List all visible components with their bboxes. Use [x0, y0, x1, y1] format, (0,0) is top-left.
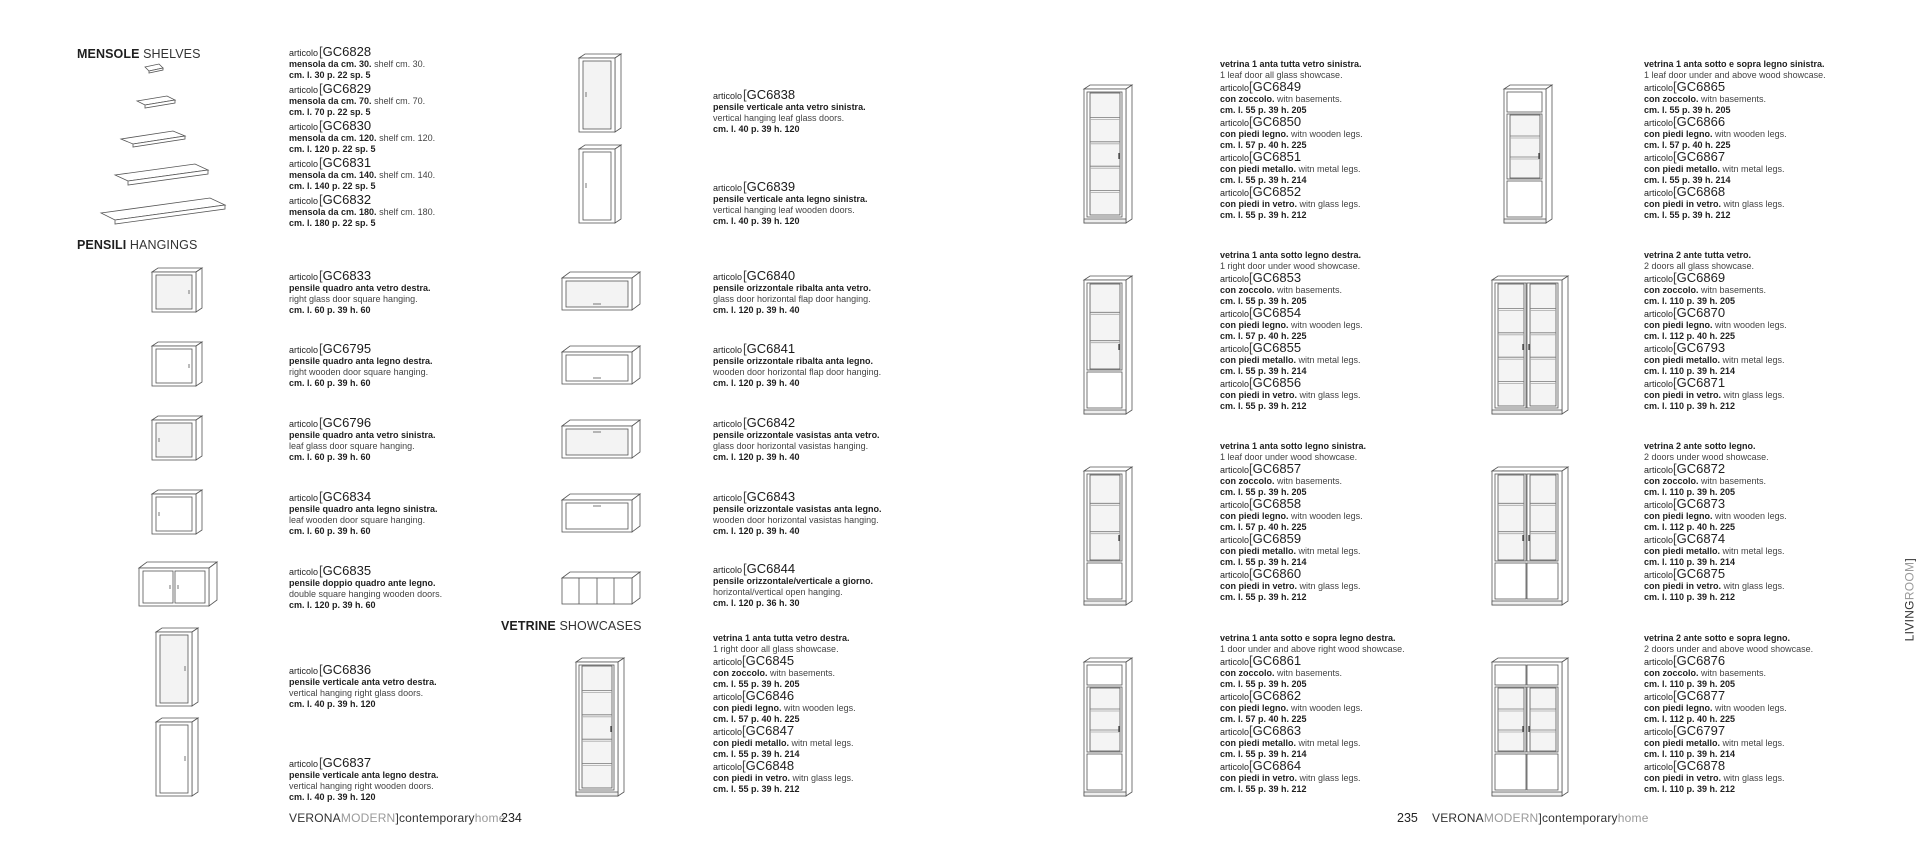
shelves-drawing	[95, 60, 235, 230]
showcase-block: vetrina 1 anta sotto legno destra. 1 right door under wood showcase. articolo[GC6853 con zoccolo. witn basements. cm. l. 55 p. 39 h. 205 articolo[GC6854 con piedi legno. witn wooden legs. cm. l. 57 p. 40 h. 225 articolo[GC6855 con piedi metallo. witn metal legs. cm. l. 55 p. 39 h. 214 articolo[GC6856 con piedi in vetro. witn glass legs. cm. l. 55 p. 39 h. 212	[1220, 250, 1363, 411]
vertical-hanging-drawing	[575, 143, 625, 227]
shelf-item: articolo[GC6831 mensola da cm. 140. shelf cm. 140. cm. l. 140 p. 22 sp. 5	[289, 155, 436, 191]
footer-brand-right: VERONAMODERN]contemporaryhome	[1432, 811, 1649, 825]
footer-brand-left: VERONAMODERN]contemporaryhome	[289, 811, 506, 825]
square-hanging-drawing	[148, 488, 204, 538]
hanging-item: articolo[GC6838 pensile verticale anta vetro sinistra. vertical hanging leaf glass doors. cm. l. 40 p. 39 h. 120	[713, 87, 866, 134]
side-section-label: LIVINGROOM]	[1902, 558, 1916, 642]
showcase-block: vetrina 1 anta tutta vetro sinistra. 1 leaf door all glass showcase. articolo[GC6849 con zoccolo. witn basements. cm. l. 55 p. 39 h. 205 articolo[GC6850 con piedi legno. witn wooden legs. cm. l. 57 p. 40 h. 225 articolo[GC6851 con piedi metallo. witn metal legs. cm. l. 55 p. 39 h. 214 articolo[GC6852 con piedi in vetro. witn glass legs. cm. l. 55 p. 39 h. 212	[1220, 59, 1363, 220]
section-title-shelves: MENSOLE SHELVES	[77, 47, 201, 61]
showcase-single-drawing	[1080, 656, 1136, 802]
horizontal-hanging-drawing	[558, 492, 642, 538]
showcase-block: vetrina 2 ante sotto legno. 2 doors under wood showcase. articolo[GC6872 con zoccolo. witn basements. cm. l. 110 p. 39 h. 205 articolo[GC6873 con piedi legno. witn wooden legs. cm. l. 112 p. 40 h. 225 articolo[GC6874 con piedi metallo. witn metal legs. cm. l. 110 p. 39 h. 214 articolo[GC6875 con piedi in vetro. witn glass legs. cm. l. 110 p. 39 h. 212	[1644, 441, 1787, 602]
showcase-single-drawing	[1080, 83, 1136, 229]
showcase-single-drawing	[1080, 274, 1136, 420]
hanging-item: articolo[GC6841 pensile orizzontale ribalta anta legno. wooden door horizontal flap door hanging. cm. l. 120 p. 39 h. 40	[713, 341, 882, 388]
hanging-item: articolo[GC6837 pensile verticale anta legno destra. vertical hanging right wooden doors. cm. l. 40 p. 39 h. 120	[289, 755, 439, 802]
showcase-double-drawing	[1488, 274, 1574, 420]
hanging-item: articolo[GC6796 pensile quadro anta vetro sinistra. leaf glass door square hanging. cm. l. 60 p. 39 h. 60	[289, 415, 436, 462]
hanging-item: articolo[GC6839 pensile verticale anta legno sinistra. vertical hanging leaf wooden doors. cm. l. 40 p. 39 h. 120	[713, 179, 868, 226]
hanging-item: articolo[GC6836 pensile verticale anta vetro destra. vertical hanging right glass doors. cm. l. 40 p. 39 h. 120	[289, 662, 437, 709]
showcase-single-drawing	[572, 656, 628, 802]
square-hanging-drawing	[148, 340, 204, 390]
hanging-item: articolo[GC6835 pensile doppio quadro ante legno. double square hanging wooden doors. cm. l. 120 p. 39 h. 60	[289, 563, 443, 610]
double-hanging-drawing	[135, 560, 220, 612]
hanging-item: articolo[GC6842 pensile orizzontale vasistas anta vetro. glass door horizontal vasistas hanging. cm. l. 120 p. 39 h. 40	[713, 415, 880, 462]
shelf-item: articolo[GC6828 mensola da cm. 30. shelf cm. 30. cm. l. 30 p. 22 sp. 5	[289, 44, 426, 80]
showcase-block: vetrina 1 anta tutta vetro destra. 1 right door all glass showcase. articolo[GC6845 con zoccolo. witn basements. cm. l. 55 p. 39 h. 205 articolo[GC6846 con piedi legno. witn wooden legs. cm. l. 57 p. 40 h. 225 articolo[GC6847 con piedi metallo. witn metal legs. cm. l. 55 p. 39 h. 214 articolo[GC6848 con piedi in vetro. witn glass legs. cm. l. 55 p. 39 h. 212	[713, 633, 856, 794]
square-hanging-drawing	[148, 414, 204, 464]
open-hanging-drawing	[558, 570, 642, 610]
showcase-block: vetrina 2 ante sotto e sopra legno. 2 doors under and above wood showcase. articolo[GC6876 con zoccolo. witn basements. cm. l. 110 p. 39 h. 205 articolo[GC6877 con piedi legno. witn wooden legs. cm. l. 112 p. 40 h. 225 articolo[GC6797 con piedi metallo. witn metal legs. cm. l. 110 p. 39 h. 214 articolo[GC6878 con piedi in vetro. witn glass legs. cm. l. 110 p. 39 h. 212	[1644, 633, 1814, 794]
shelf-item: articolo[GC6829 mensola da cm. 70. shelf cm. 70. cm. l. 70 p. 22 sp. 5	[289, 81, 426, 117]
shelf-item: articolo[GC6830 mensola da cm. 120. shelf cm. 120. cm. l. 120 p. 22 sp. 5	[289, 118, 436, 154]
vertical-hanging-drawing	[152, 626, 202, 710]
section-title-hangings: PENSILI HANGINGS	[77, 238, 198, 252]
showcase-block: vetrina 1 anta sotto e sopra legno sinistra. 1 leaf door under and above wood showcase. articolo[GC6865 con zoccolo. witn basements. cm. l. 55 p. 39 h. 205 articolo[GC6866 con piedi legno. witn wooden legs. cm. l. 57 p. 40 h. 225 articolo[GC6867 con piedi metallo. witn metal legs. cm. l. 55 p. 39 h. 214 articolo[GC6868 con piedi in vetro. witn glass legs. cm. l. 55 p. 39 h. 212	[1644, 59, 1826, 220]
shelf-item: articolo[GC6832 mensola da cm. 180. shelf cm. 180. cm. l. 180 p. 22 sp. 5	[289, 192, 436, 228]
showcase-block: vetrina 2 ante tutta vetro. 2 doors all glass showcase. articolo[GC6869 con zoccolo. witn basements. cm. l. 110 p. 39 h. 205 articolo[GC6870 con piedi legno. witn wooden legs. cm. l. 112 p. 40 h. 225 articolo[GC6793 con piedi metallo. witn metal legs. cm. l. 110 p. 39 h. 214 articolo[GC6871 con piedi in vetro. witn glass legs. cm. l. 110 p. 39 h. 212	[1644, 250, 1787, 411]
showcase-block: vetrina 1 anta sotto e sopra legno destra. 1 door under and above right wood showcase. articolo[GC6861 con zoccolo. witn basements. cm. l. 55 p. 39 h. 205 articolo[GC6862 con piedi legno. witn wooden legs. cm. l. 57 p. 40 h. 225 articolo[GC6863 con piedi metallo. witn metal legs. cm. l. 55 p. 39 h. 214 articolo[GC6864 con piedi in vetro. witn glass legs. cm. l. 55 p. 39 h. 212	[1220, 633, 1405, 794]
showcase-block: vetrina 1 anta sotto legno sinistra. 1 leaf door under wood showcase. articolo[GC6857 con zoccolo. witn basements. cm. l. 55 p. 39 h. 205 articolo[GC6858 con piedi legno. witn wooden legs. cm. l. 57 p. 40 h. 225 articolo[GC6859 con piedi metallo. witn metal legs. cm. l. 55 p. 39 h. 214 articolo[GC6860 con piedi in vetro. witn glass legs. cm. l. 55 p. 39 h. 212	[1220, 441, 1367, 602]
vertical-hanging-drawing	[575, 52, 625, 136]
hanging-item: articolo[GC6840 pensile orizzontale ribalta anta vetro. glass door horizontal flap door hanging. cm. l. 120 p. 39 h. 40	[713, 268, 872, 315]
square-hanging-drawing	[148, 266, 204, 316]
showcase-single-drawing	[1080, 465, 1136, 611]
hanging-item: articolo[GC6795 pensile quadro anta legno destra. right wooden door square hanging. cm. l. 60 p. 39 h. 60	[289, 341, 433, 388]
showcase-double-drawing	[1488, 656, 1574, 802]
horizontal-hanging-drawing	[558, 418, 642, 464]
hanging-item: articolo[GC6833 pensile quadro anta vetro destra. right glass door square hanging. cm. l. 60 p. 39 h. 60	[289, 268, 431, 315]
showcase-double-drawing	[1488, 465, 1574, 611]
showcase-single-drawing	[1500, 83, 1556, 229]
vertical-hanging-drawing	[152, 716, 202, 800]
hanging-item: articolo[GC6843 pensile orizzontale vasistas anta legno. wooden door horizontal vasistas hanging. cm. l. 120 p. 39 h. 40	[713, 489, 882, 536]
page-number-right: 235	[1397, 811, 1418, 825]
hanging-item: articolo[GC6844 pensile orizzontale/verticale a giorno. horizontal/vertical open hanging. cm. l. 120 p. 36 h. 30	[713, 561, 874, 608]
hanging-item: articolo[GC6834 pensile quadro anta legno sinistra. leaf wooden door square hanging. cm. l. 60 p. 39 h. 60	[289, 489, 438, 536]
horizontal-hanging-drawing	[558, 344, 642, 390]
section-title-showcases: VETRINE SHOWCASES	[501, 619, 642, 633]
horizontal-hanging-drawing	[558, 270, 642, 316]
page-number-left: 234	[501, 811, 522, 825]
